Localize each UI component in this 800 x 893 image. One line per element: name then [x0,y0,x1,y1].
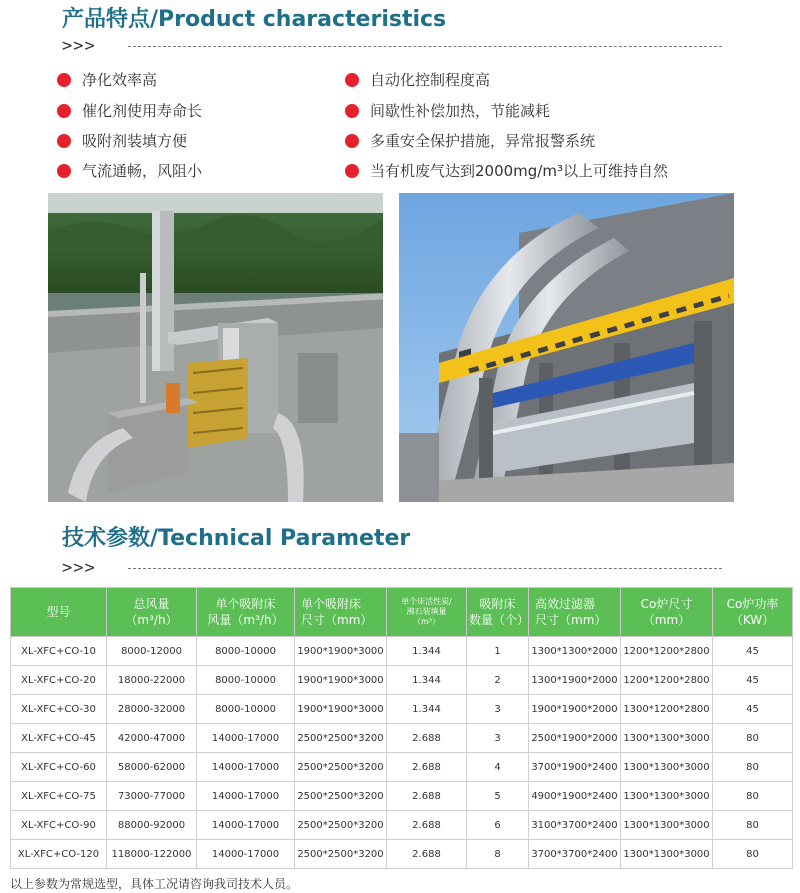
bullet-dot-icon [57,73,71,87]
cell-bed-airflow: 14000-17000 [197,724,295,753]
cell-model: XL-XFC+CO-75 [11,782,107,811]
cell-filter-size: 1300*1300*2000 [529,637,621,666]
feature-text: 当有机废气达到2000mg/m³以上可维持自然 [370,162,668,180]
cell-total-airflow: 18000-22000 [107,666,197,695]
cell-model: XL-XFC+CO-90 [11,811,107,840]
cell-co-furnace-power: 80 [713,753,793,782]
feature-item [345,100,550,121]
cell-bed-airflow: 14000-17000 [197,782,295,811]
cell-bed-count: 4 [467,753,529,782]
table-row [11,724,793,753]
cell-model: XL-XFC+CO-10 [11,637,107,666]
table-header-row [11,588,793,637]
cell-co-furnace-size: 1300*1300*3000 [621,724,713,753]
cell-carbon-volume: 1.344 [387,695,467,724]
cell-total-airflow: 73000-77000 [107,782,197,811]
cell-total-airflow: 28000-32000 [107,695,197,724]
cell-co-furnace-size: 1300*1300*3000 [621,753,713,782]
cell-model: XL-XFC+CO-45 [11,724,107,753]
cell-bed-size: 2500*2500*3200 [295,753,387,782]
header-model: 型号 [11,588,107,637]
section-title-product-characteristics: 产品特点/Product characteristics [62,7,447,32]
header-bed-size: 单个吸附床 尺寸（mm） [295,588,387,637]
cell-bed-size: 1900*1900*3000 [295,666,387,695]
cell-total-airflow: 88000-92000 [107,811,197,840]
cell-filter-size: 2500*1900*2000 [529,724,621,753]
cell-filter-size: 1300*1900*2000 [529,666,621,695]
cell-bed-size: 2500*2500*3200 [295,840,387,869]
cell-bed-count: 6 [467,811,529,840]
cell-model: XL-XFC+CO-30 [11,695,107,724]
feature-text: 催化剂使用寿命长 [82,102,203,120]
cell-co-furnace-size: 1200*1200*2800 [621,666,713,695]
table-row [11,782,793,811]
cell-bed-count: 1 [467,637,529,666]
cell-co-furnace-power: 45 [713,637,793,666]
cell-total-airflow: 118000-122000 [107,840,197,869]
cell-co-furnace-size: 1300*1300*3000 [621,811,713,840]
cell-carbon-volume: 2.688 [387,840,467,869]
cell-carbon-volume: 2.688 [387,753,467,782]
cell-bed-airflow: 8000-10000 [197,637,295,666]
cell-model: XL-XFC+CO-20 [11,666,107,695]
cell-bed-size: 2500*2500*3200 [295,811,387,840]
cell-filter-size: 3700*3700*2400 [529,840,621,869]
cell-bed-size: 1900*1900*3000 [295,637,387,666]
header-carbon-volume: 单个床活性炭/ 沸石装填量 （m³） [387,588,467,637]
table-row [11,637,793,666]
bullet-dot-icon [57,104,71,118]
dashed-divider [128,46,722,47]
cell-bed-count: 5 [467,782,529,811]
cell-co-furnace-size: 1300*1300*3000 [621,840,713,869]
header-filter-size: 高效过滤器 尺寸（mm） [529,588,621,637]
arrow-marker: >>> [62,36,96,56]
cell-bed-count: 8 [467,840,529,869]
cell-co-furnace-power: 80 [713,840,793,869]
cell-bed-airflow: 14000-17000 [197,811,295,840]
feature-text: 多重安全保护措施，异常报警系统 [370,132,596,150]
arrow-marker: >>> [62,558,96,578]
cell-total-airflow: 58000-62000 [107,753,197,782]
table-row [11,753,793,782]
feature-item [57,130,187,151]
feature-text: 净化效率高 [82,71,158,89]
cell-model: XL-XFC+CO-120 [11,840,107,869]
cell-filter-size: 1900*1900*2000 [529,695,621,724]
feature-item [345,160,668,181]
cell-filter-size: 3700*1900*2400 [529,753,621,782]
footnote: 以上参数为常规选型，具体工况请咨询我司技术人员。 [10,877,299,891]
bullet-dot-icon [345,104,359,118]
feature-item [57,69,157,90]
header-co-furnace-size: Co炉尺寸 （mm） [621,588,713,637]
table-row [11,811,793,840]
table-row [11,695,793,724]
header-total-airflow: 总风量 （m³/h） [107,588,197,637]
feature-text: 自动化控制程度高 [370,71,491,89]
header-co-furnace-power: Co炉功率 （KW） [713,588,793,637]
cell-bed-size: 1900*1900*3000 [295,695,387,724]
cell-co-furnace-size: 1300*1200*2800 [621,695,713,724]
feature-item [57,160,202,181]
cell-filter-size: 3100*3700*2400 [529,811,621,840]
cell-bed-airflow: 14000-17000 [197,753,295,782]
cell-filter-size: 4900*1900*2400 [529,782,621,811]
bullet-dot-icon [345,164,359,178]
cell-co-furnace-power: 80 [713,782,793,811]
bullet-dot-icon [57,134,71,148]
photo-rooftop-installation [48,193,383,502]
cell-co-furnace-size: 1300*1300*3000 [621,782,713,811]
cell-bed-count: 2 [467,666,529,695]
parameter-table [10,587,793,869]
cell-bed-size: 2500*2500*3200 [295,782,387,811]
feature-item [345,69,490,90]
feature-item [57,100,202,121]
cell-carbon-volume: 2.688 [387,724,467,753]
cell-bed-size: 2500*2500*3200 [295,724,387,753]
cell-carbon-volume: 1.344 [387,637,467,666]
feature-text: 吸附剂装填方便 [82,132,188,150]
cell-co-furnace-power: 45 [713,695,793,724]
cell-bed-airflow: 8000-10000 [197,666,295,695]
cell-bed-count: 3 [467,695,529,724]
cell-model: XL-XFC+CO-60 [11,753,107,782]
cell-carbon-volume: 2.688 [387,782,467,811]
table-row [11,666,793,695]
cell-carbon-volume: 2.688 [387,811,467,840]
feature-text: 间歇性补偿加热，节能减耗 [370,102,551,120]
cell-bed-count: 3 [467,724,529,753]
bullet-dot-icon [345,73,359,87]
header-bed-airflow: 单个吸附床 风量（m³/h） [197,588,295,637]
dashed-divider [128,568,722,569]
cell-bed-airflow: 8000-10000 [197,695,295,724]
cell-co-furnace-power: 45 [713,666,793,695]
cell-total-airflow: 8000-12000 [107,637,197,666]
cell-co-furnace-power: 80 [713,811,793,840]
feature-item [345,130,595,151]
cell-total-airflow: 42000-47000 [107,724,197,753]
cell-bed-airflow: 14000-17000 [197,840,295,869]
feature-text: 气流通畅，风阻小 [82,162,203,180]
header-bed-count: 吸附床 数量（个） [467,588,529,637]
section-title-technical-parameter: 技术参数/Technical Parameter [62,526,411,551]
cell-carbon-volume: 1.344 [387,666,467,695]
bullet-dot-icon [57,164,71,178]
bullet-dot-icon [345,134,359,148]
photo-equipment-closeup [399,193,734,502]
table-row [11,840,793,869]
cell-co-furnace-power: 80 [713,724,793,753]
cell-co-furnace-size: 1200*1200*2800 [621,637,713,666]
